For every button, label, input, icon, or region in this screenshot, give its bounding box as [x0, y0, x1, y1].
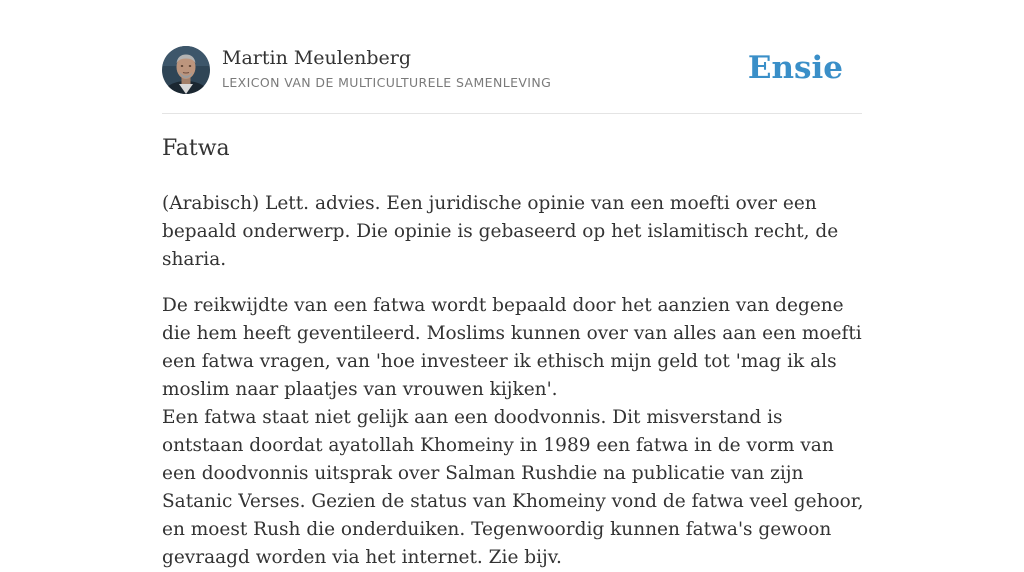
article-paragraph-part: Een fatwa staat niet gelijk aan een doodvonnis. Dit misverstand is ontstaan doordat ayatollah Khomeiny in 1989 een fatwa in de vorm van een doodvonnis uitsprak over Salman Rushdie na publicatie van zijn Satanic Verses. Gezien de status van Khomeiny vond de fatwa veel gehoor, en moest Rush die onderduiken. Tegenwoordig kunnen fatwa's gewoon gevraagd worden via het internet. Zie bijv. [162, 407, 864, 568]
article-paragraph [162, 292, 864, 572]
article-header [162, 46, 862, 114]
author-name[interactable]: Martin Meulenberg [222, 47, 411, 69]
publication-name[interactable]: LEXICON VAN DE MULTICULTURELE SAMENLEVING [222, 75, 552, 90]
author-portrait-icon [162, 46, 210, 94]
article-title: Fatwa [162, 136, 230, 161]
article-paragraph: (Arabisch) Lett. advies. Een juridische opinie van een moefti over een bepaald onderwerp. Die opinie is gebaseerd op het islamitisch recht, de sharia. [162, 193, 839, 270]
brand-logo[interactable]: Ensie [747, 50, 843, 86]
article-paragraph-part: De reikwijdte van een fatwa wordt bepaald door het aanzien van degene die hem heeft geventileerd. Moslims kunnen over van alles aan een moefti een fatwa vragen, van 'hoe investeer ik ethisch mijn geld tot 'mag ik als moslim naar plaatjes van vrouwen kijken'. [162, 295, 862, 400]
article-body [162, 190, 864, 572]
author-avatar[interactable] [162, 46, 210, 94]
